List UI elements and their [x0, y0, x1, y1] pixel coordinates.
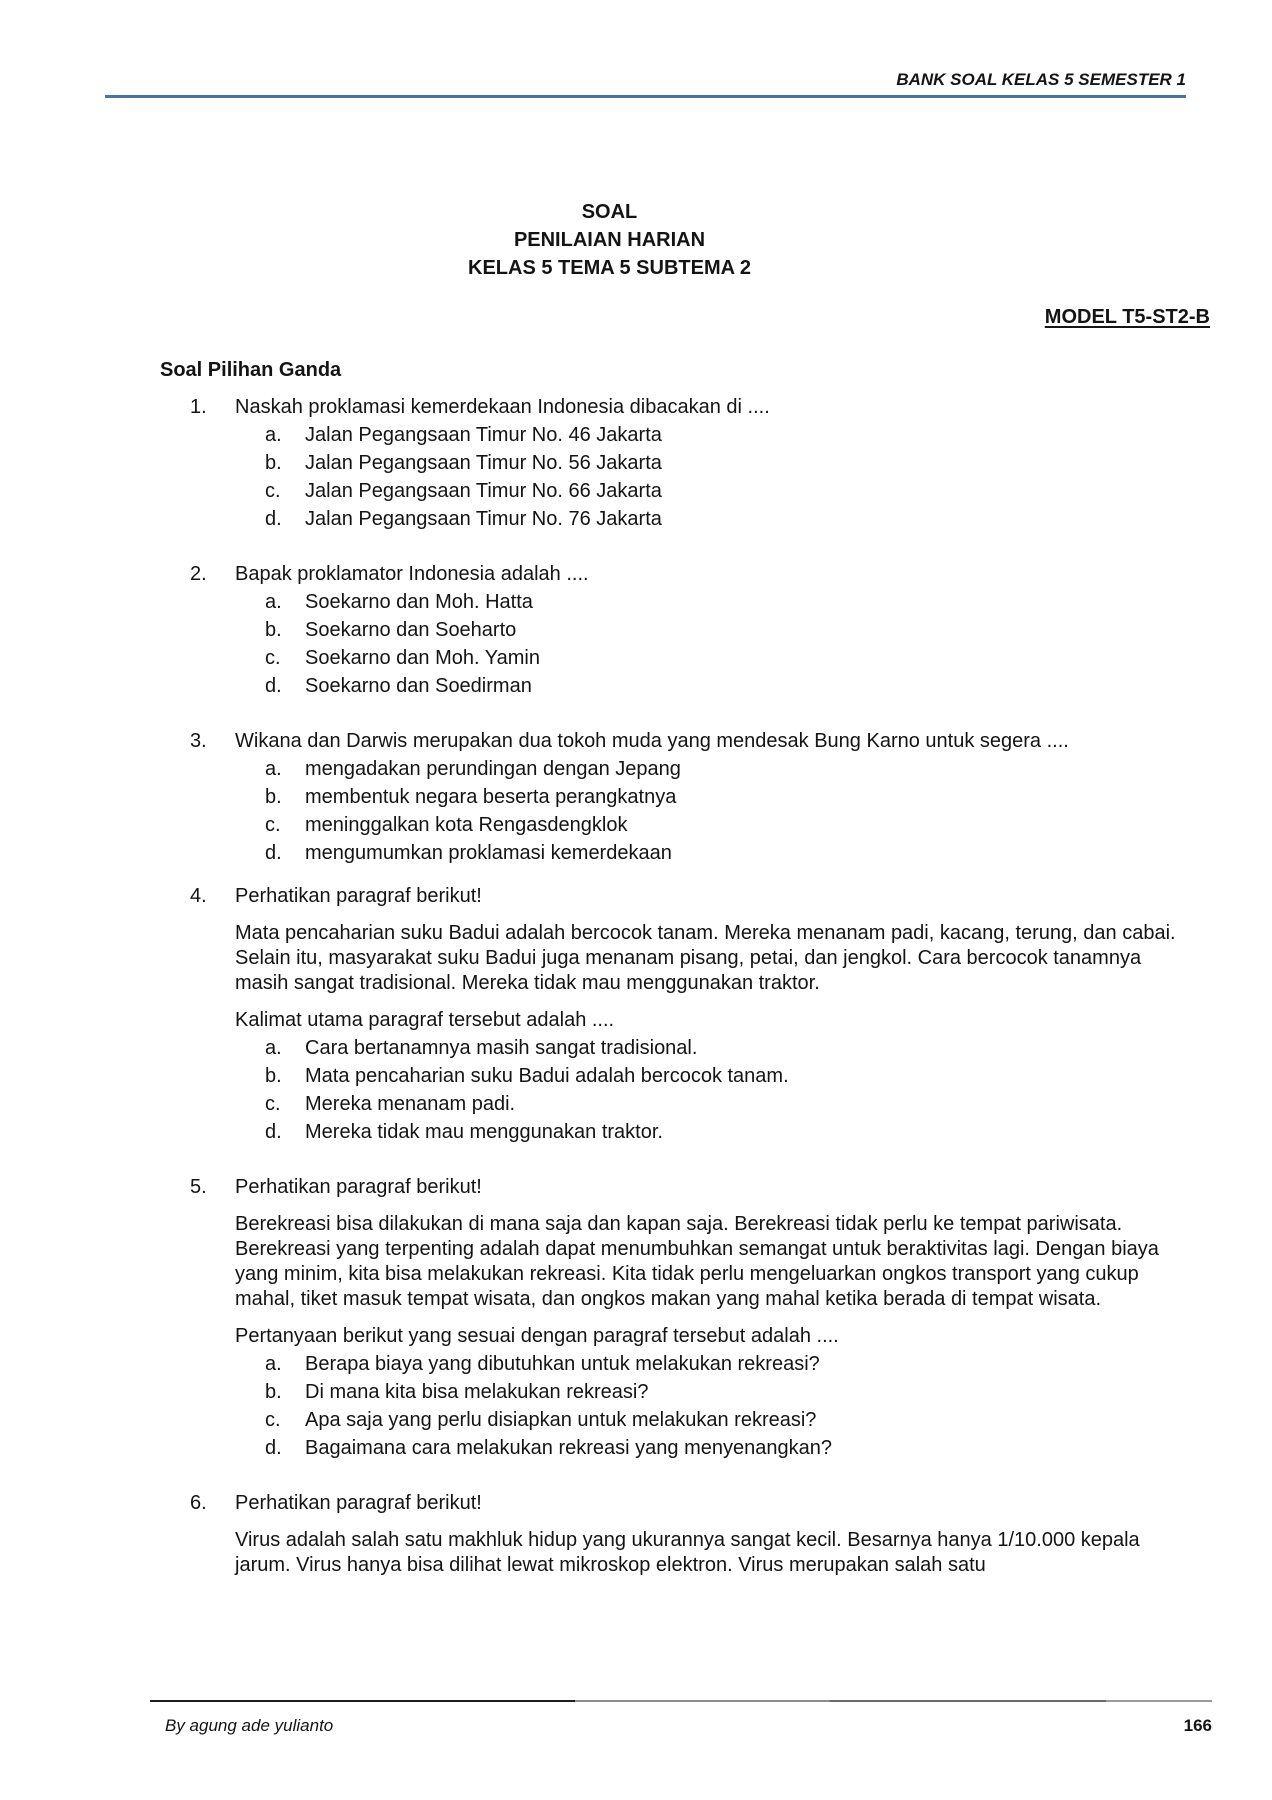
option-text: Soekarno dan Moh. Hatta — [305, 591, 533, 613]
option-list — [190, 757, 1210, 866]
question-line — [190, 884, 1210, 909]
option-text: Soekarno dan Soeharto — [305, 619, 517, 641]
title-line-1: SOAL — [581, 201, 638, 223]
option-row — [265, 757, 1210, 782]
option-row — [265, 479, 1210, 504]
option-letter: d. — [265, 1437, 282, 1459]
title-line-3: KELAS 5 TEMA 5 SUBTEMA 2 — [468, 257, 751, 279]
header-rule — [105, 95, 1186, 98]
question-line — [190, 1175, 1210, 1200]
question-number: 1. — [190, 396, 207, 418]
title-line-2: PENILAIAN HARIAN — [513, 229, 706, 251]
footer-author: By agung ade yulianto — [165, 1716, 334, 1735]
question-prompt: Pertanyaan berikut yang sesuai dengan paragraf tersebut adalah .... — [235, 1325, 839, 1347]
question-2 — [190, 562, 1210, 699]
option-row — [265, 1352, 1210, 1377]
option-letter: a. — [265, 1037, 282, 1059]
header-title: BANK SOAL KELAS 5 SEMESTER 1 — [896, 70, 1186, 89]
option-list — [190, 1352, 1210, 1461]
question-6 — [190, 1491, 1210, 1578]
option-row — [265, 618, 1210, 643]
page-header — [105, 0, 1210, 90]
option-letter: d. — [265, 675, 282, 697]
question-prompt: Kalimat utama paragraf tersebut adalah .... — [235, 1009, 615, 1031]
document-title — [105, 198, 1210, 282]
option-text: Berapa biaya yang dibutuhkan untuk melakukan rekreasi? — [305, 1353, 820, 1375]
question-1 — [190, 395, 1210, 532]
option-row — [265, 841, 1210, 866]
question-5 — [190, 1175, 1210, 1461]
option-row — [265, 1092, 1210, 1117]
option-row — [265, 785, 1210, 810]
option-letter: c. — [265, 1093, 281, 1115]
option-text: Jalan Pegangsaan Timur No. 56 Jakarta — [305, 452, 662, 474]
model-row — [105, 306, 1210, 329]
option-letter: a. — [265, 758, 282, 780]
option-text: Cara bertanamnya masih sangat tradisional. — [305, 1037, 698, 1059]
option-text: Jalan Pegangsaan Timur No. 76 Jakarta — [305, 508, 662, 530]
option-text: Soekarno dan Soedirman — [305, 675, 532, 697]
option-row — [265, 1436, 1210, 1461]
option-text: Jalan Pegangsaan Timur No. 46 Jakarta — [305, 424, 662, 446]
option-list — [190, 590, 1210, 699]
option-letter: b. — [265, 452, 282, 474]
option-list — [190, 1036, 1210, 1145]
option-text: Mereka menanam padi. — [305, 1093, 516, 1115]
option-letter: a. — [265, 591, 282, 613]
question-list — [105, 395, 1210, 1578]
option-letter: c. — [265, 647, 281, 669]
option-letter: d. — [265, 508, 282, 530]
question-number: 5. — [190, 1176, 207, 1198]
option-row — [265, 507, 1210, 532]
option-text: Mata pencaharian suku Badui adalah bercocok tanam. — [305, 1065, 789, 1087]
page-footer — [165, 1716, 1212, 1736]
option-text: mengadakan perundingan dengan Jepang — [305, 758, 681, 780]
model-label: MODEL T5-ST2-B — [1044, 306, 1210, 328]
option-row — [265, 451, 1210, 476]
question-number: 2. — [190, 563, 207, 585]
question-paragraph: Virus adalah salah satu makhluk hidup yang ukurannya sangat kecil. Besarnya hanya 1/10.000 kepala jarum. Virus hanya bisa dilihat lewat mikroskop elektron. Virus merupakan salah satu — [235, 1529, 1140, 1576]
option-row — [265, 1120, 1210, 1145]
option-letter: b. — [265, 1381, 282, 1403]
question-line — [190, 395, 1210, 420]
question-text: Wikana dan Darwis merupakan dua tokoh muda yang mendesak Bung Karno untuk segera .... — [235, 730, 1069, 752]
question-paragraph: Mata pencaharian suku Badui adalah bercocok tanam. Mereka menanam padi, kacang, terung, dan cabai. Selain itu, masyarakat suku Badui juga menanam pisang, petai, dan jengkol. Cara bercocok tanamnya masih sangat tradisional. Mereka tidak mau menggunakan traktor. — [235, 922, 1176, 994]
page-number: 166 — [1183, 1716, 1212, 1735]
question-paragraph: Berekreasi bisa dilakukan di mana saja dan kapan saja. Berekreasi tidak perlu ke tempat pariwisata. Berekreasi yang terpenting adalah dapat menumbuhkan semangat untuk beraktivitas lagi. Dengan biaya yang minim, kita bisa melakukan rekreasi. Kita tidak perlu mengeluarkan ongkos transport yang cukup mahal, tiket masuk tempat wisata, dan ongkos makan yang mahal ketika berada di tempat wisata. — [235, 1213, 1159, 1310]
option-row — [265, 1408, 1210, 1433]
option-row — [265, 674, 1210, 699]
option-letter: c. — [265, 480, 281, 502]
option-list — [190, 423, 1210, 532]
option-letter: a. — [265, 424, 282, 446]
option-text: Bagaimana cara melakukan rekreasi yang menyenangkan? — [305, 1437, 832, 1459]
option-letter: c. — [265, 814, 281, 836]
question-line — [190, 1491, 1210, 1516]
option-letter: b. — [265, 786, 282, 808]
question-text: Perhatikan paragraf berikut! — [235, 1492, 482, 1514]
option-row — [265, 1064, 1210, 1089]
option-text: Soekarno dan Moh. Yamin — [305, 647, 540, 669]
option-text: Jalan Pegangsaan Timur No. 66 Jakarta — [305, 480, 662, 502]
question-text: Perhatikan paragraf berikut! — [235, 885, 482, 907]
question-number: 3. — [190, 730, 207, 752]
option-row — [265, 813, 1210, 838]
question-line — [190, 562, 1210, 587]
question-number: 6. — [190, 1492, 207, 1514]
option-letter: d. — [265, 842, 282, 864]
option-text: membentuk negara beserta perangkatnya — [305, 786, 677, 808]
option-text: meninggalkan kota Rengasdengklok — [305, 814, 628, 836]
option-letter: a. — [265, 1353, 282, 1375]
option-text: Mereka tidak mau menggunakan traktor. — [305, 1121, 663, 1143]
footer-rule — [150, 1700, 1212, 1702]
question-text: Perhatikan paragraf berikut! — [235, 1176, 482, 1198]
question-4 — [190, 884, 1210, 1145]
option-text: mengumumkan proklamasi kemerdekaan — [305, 842, 672, 864]
question-text: Bapak proklamator Indonesia adalah .... — [235, 563, 589, 585]
option-row — [265, 590, 1210, 615]
question-text: Naskah proklamasi kemerdekaan Indonesia dibacakan di .... — [235, 396, 770, 418]
option-row — [265, 1036, 1210, 1061]
option-row — [265, 646, 1210, 671]
question-number: 4. — [190, 885, 207, 907]
option-text: Apa saja yang perlu disiapkan untuk melakukan rekreasi? — [305, 1409, 817, 1431]
question-3 — [190, 729, 1210, 866]
section-heading: Soal Pilihan Ganda — [160, 359, 342, 381]
option-letter: b. — [265, 1065, 282, 1087]
option-row — [265, 423, 1210, 448]
option-letter: c. — [265, 1409, 281, 1431]
option-row — [265, 1380, 1210, 1405]
option-letter: d. — [265, 1121, 282, 1143]
option-letter: b. — [265, 619, 282, 641]
question-line — [190, 729, 1210, 754]
option-text: Di mana kita bisa melakukan rekreasi? — [305, 1381, 649, 1403]
